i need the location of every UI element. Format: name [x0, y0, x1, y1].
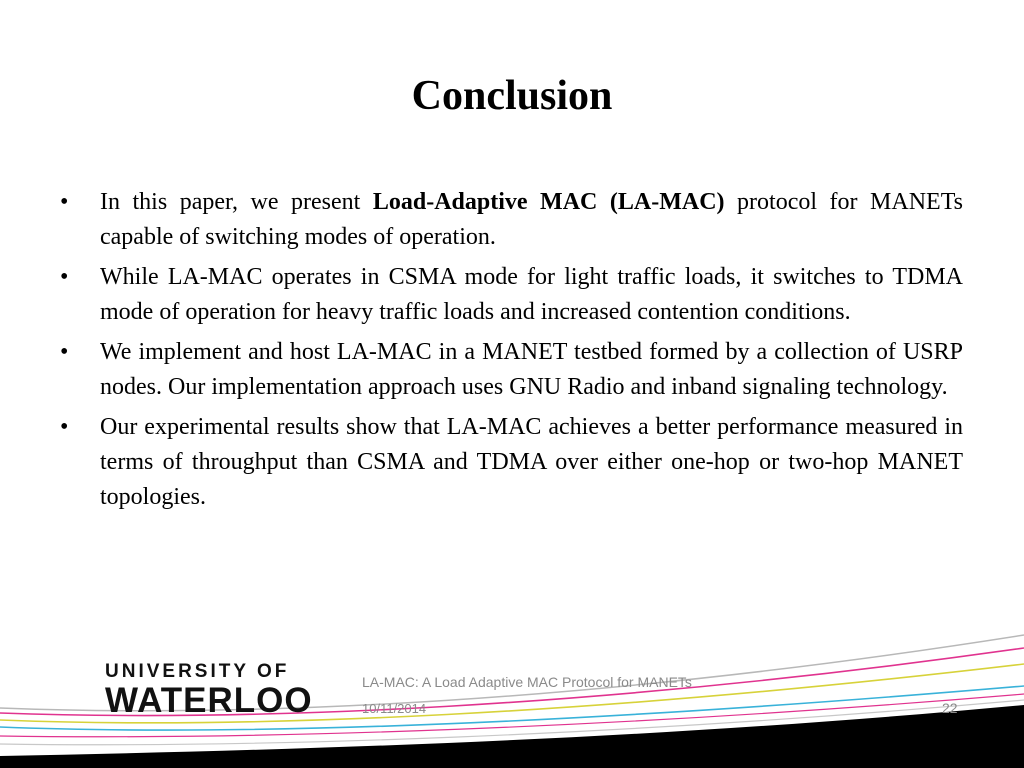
bullet-marker: • — [60, 264, 69, 290]
bullet-text: We implement and host LA-MAC in a MANET testbed formed by a collection of USRP nodes. Our implementation approach uses GNU Radio and inband signaling technology. — [100, 339, 963, 400]
bullet-item — [60, 335, 963, 405]
bullet-item — [60, 260, 963, 330]
footer-date: 10/11/2014 — [362, 701, 427, 716]
footer-presentation-title: LA-MAC: A Load Adaptive MAC Protocol for MANETs — [362, 674, 692, 690]
bullet-marker: • — [60, 414, 69, 440]
bullet-text: Our experimental results show that LA-MAC achieves a better performance measured in terms of throughput than CSMA and TDMA over either one-hop or two-hop MANET topologies. — [100, 414, 963, 510]
bullet-list — [60, 185, 963, 520]
bullet-marker: • — [60, 189, 69, 215]
bullet-text-after: protocol for MANETs capable of switching modes of operation. — [100, 189, 964, 250]
bullet-item — [60, 185, 963, 255]
bullet-text-bold: Load-Adaptive MAC (LA-MAC) — [372, 189, 725, 215]
logo-line2: WATERLOO — [105, 681, 313, 720]
bullet-marker: • — [60, 339, 69, 365]
page-number: 22 — [942, 700, 958, 716]
logo-line1: UNIVERSITY OF — [105, 661, 290, 682]
bullet-item — [60, 410, 963, 515]
university-logo — [105, 662, 313, 720]
bullet-text-before: In this paper, we present — [100, 189, 373, 215]
bullet-text: While LA-MAC operates in CSMA mode for light traffic loads, it switches to TDMA mode of operation for heavy traffic loads and increased contention conditions. — [100, 264, 963, 325]
slide-title: Conclusion — [411, 73, 613, 119]
